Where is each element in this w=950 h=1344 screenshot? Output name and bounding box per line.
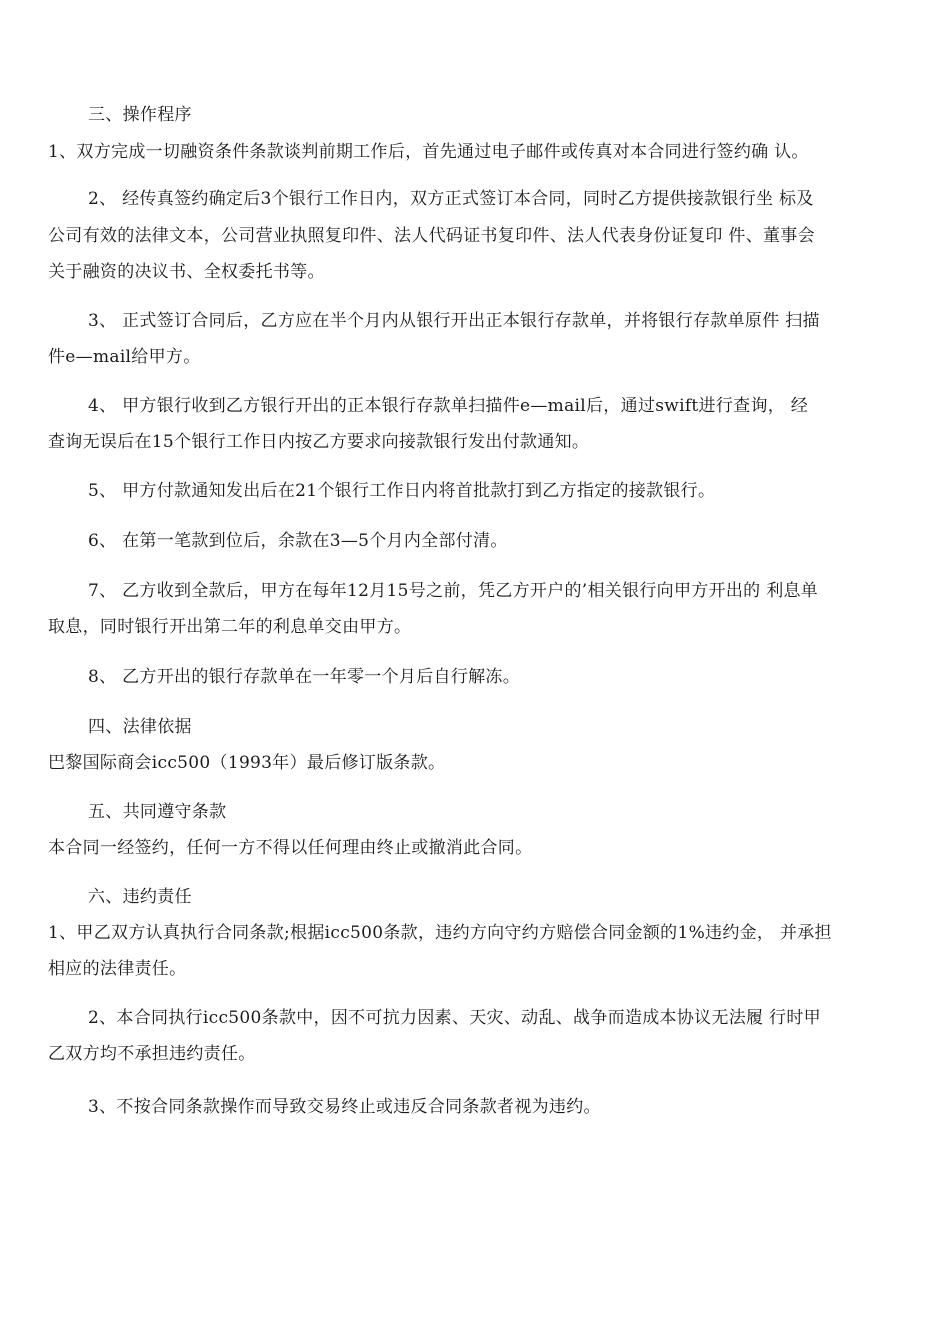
section-heading-liability: 六、违约责任 [88, 887, 192, 907]
paragraph-line: 查询无误后在15个银行工作日内按乙方要求向接款银行发出付款通知。 [48, 432, 590, 452]
section-heading-procedures: 三、操作程序 [88, 105, 192, 125]
paragraph-line: 本合同一经签约，任何一方不得以任何理由终止或撤消此合同。 [48, 838, 533, 858]
paragraph-line: 巴黎国际商会icc500（1993年）最后修订版条款。 [48, 753, 446, 773]
paragraph-line: 取息，同时银行开出第二年的利息单交由甲方。 [48, 617, 412, 637]
paragraph-line: 3、 正式签订合同后，乙方应在半个月内从银行开出正本银行存款单，并将银行存款单原件 扫描 [88, 311, 820, 331]
section-heading-common-terms: 五、共同遵守条款 [88, 802, 227, 822]
paragraph-line: 公司有效的法律文本，公司营业执照复印件、法人代码证书复印件、法人代表身份证复印 件、董事会 [48, 226, 815, 246]
paragraph-line: 1、甲乙双方认真执行合同条款;根据icc500条款，违约方向守约方赔偿合同金额的1%违约金， 并承担 [48, 923, 832, 943]
paragraph-line: 4、 甲方银行收到乙方银行开出的正本银行存款单扫描件e—mail后，通过swift进行查询， 经 [88, 396, 809, 416]
paragraph-line: 1、双方完成一切融资条件条款谈判前期工作后，首先通过电子邮件或传真对本合同进行签约确 认。 [48, 142, 809, 162]
paragraph-line: 乙双方均不承担违约责任。 [48, 1044, 256, 1064]
paragraph-line: 7、 乙方收到全款后，甲方在每年12月15号之前，凭乙方开户的’相关银行向甲方开出的 利息单 [88, 581, 819, 601]
paragraph-line: 6、 在第一笔款到位后，余款在3—5个月内全部付清。 [88, 531, 508, 551]
paragraph-line: 关于融资的决议书、全权委托书等。 [48, 262, 325, 282]
paragraph-line: 2、本合同执行icc500条款中，因不可抗力因素、天灾、动乱、战争而造成本协议无法履 行时甲 [88, 1008, 821, 1028]
paragraph-line: 5、 甲方付款通知发出后在21个银行工作日内将首批款打到乙方指定的接款银行。 [88, 481, 716, 501]
paragraph-line: 3、不按合同条款操作而导致交易终止或违反合同条款者视为违约。 [88, 1097, 601, 1117]
paragraph-line: 件e—mail给甲方。 [48, 347, 201, 367]
paragraph-line: 2、 经传真签约确定后3个银行工作日内，双方正式签订本合同，同时乙方提供接款银行坐 标及 [88, 189, 814, 209]
paragraph-line: 相应的法律责任。 [48, 959, 187, 979]
paragraph-line: 8、 乙方开出的银行存款单在一年零一个月后自行解冻。 [88, 667, 521, 687]
section-heading-legal-basis: 四、法律依据 [88, 717, 192, 737]
